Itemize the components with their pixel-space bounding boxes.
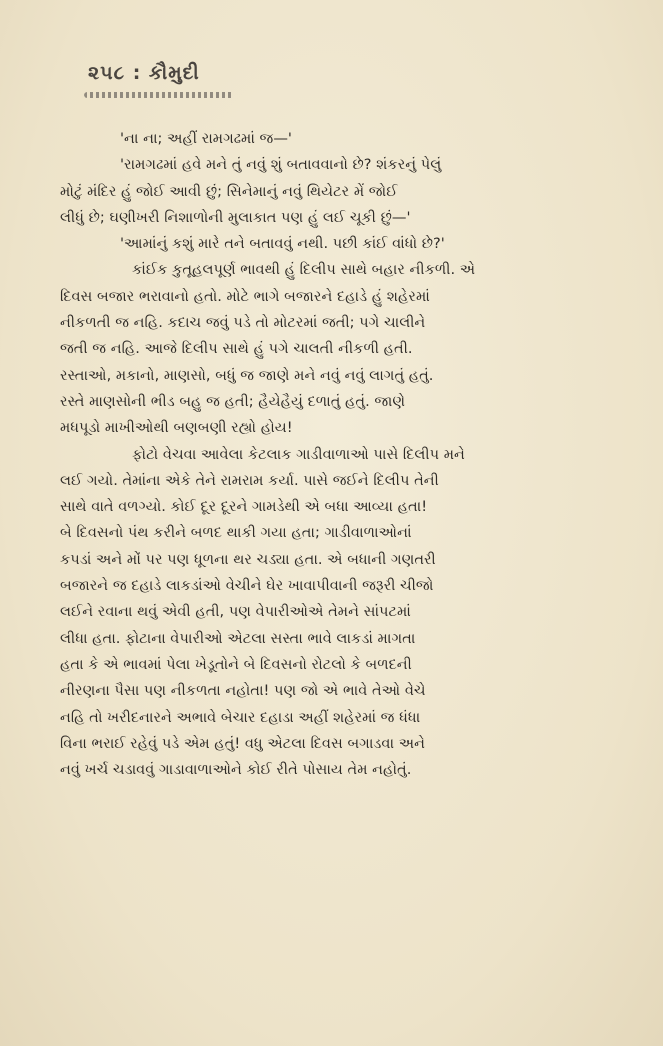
text-line: 'રામગઢમાં હવે મને તું નવું શું બતાવવાનો છે? શંકરનું પેલું (120, 156, 442, 174)
text-line: મોટું મંદિર હું જોઈ આવી છું; સિનેમાનું નવું થિયેટર મેં જોઈ (60, 182, 398, 200)
text-line: દિવસ બજાર ભરાવાનો હતો. મોટે ભાગે બજારને દહાડે હું શહેરમાં (60, 287, 430, 305)
header-underline (84, 92, 234, 98)
text-line: રસ્તે માણસોની ભીડ બહુ જ હતી; હૈયેહૈયું દળાતું હતું. જાણે (60, 392, 406, 410)
text-line: લઈને રવાના થવું એવી હતી, પણ વેપારીઓએ તેમને સાંપટમાં (60, 603, 411, 621)
paragraph-5 (60, 442, 612, 784)
paragraph-4 (60, 257, 612, 441)
text-line: ફોટો વેચવા આવેલા કેટલાક ગાડીવાળાઓ પાસે દિલીપ મને (132, 445, 465, 463)
text-line: લીધા હતા. ફોટાના વેપારીઓ એટલા સસ્તા ભાવે લાકડાં માગતા (60, 629, 416, 647)
paragraph-1 (60, 126, 612, 152)
text-line: 'આમાંનું કશું મારે તને બતાવવું નથી. પછી કાંઈ વાંધો છે?' (120, 235, 445, 253)
text-line: નવું ખર્ચ ચડાવવું ગાડાવાળાઓને કોઈ રીતે પોસાય તેમ નહોતું. (60, 761, 412, 779)
body-text (60, 126, 612, 783)
text-line: હતા કે એ ભાવમાં પેલા ખેડૂતોને બે દિવસનો રોટલો કે બળદની (60, 655, 412, 673)
text-line: કપડાં અને મોં પર પણ ધૂળના થર ચડ્યા હતા. એ બધાની ગણતરી (60, 550, 436, 568)
text-line: બે દિવસનો પંથ કરીને બળદ થાકી ગયા હતા; ગાડીવાળાઓનાં (60, 524, 412, 542)
text-line: જતી જ નહિ. આજે દિલીપ સાથે હું પગે ચાલતી નીકળી હતી. (60, 340, 413, 358)
text-line: નહિ તો ખરીદનારને અભાવે બેચાર દહાડા અહીં શહેરમાં જ ધંધા (60, 708, 421, 726)
text-line: રસ્તાઓ, મકાનો, માણસો, બધું જ જાણે મને નવું નવું લાગતું હતું. (60, 366, 434, 384)
paragraph-2 (60, 152, 612, 231)
text-line: કાંઈક કુતૂહલપૂર્ણ ભાવથી હું દિલીપ સાથે બહાર નીકળી. એ (132, 261, 476, 279)
text-line: નીકળતી જ નહિ. કદાચ જવું પડે તો મોટરમાં જતી; પગે ચાલીને (60, 314, 426, 332)
text-line: લીધું છે; ઘણીખરી નિશાળોની મુલાકાત પણ હું લઈ ચૂકી છું—' (60, 208, 411, 226)
text-line: બજારને જ દહાડે લાકડાંઓ વેચીને ઘેર ખાવાપીવાની જરૂરી ચીજો (60, 577, 434, 595)
text-line: લઈ ગયો. તેમાંના એકે તેને રામરામ કર્યા. પાસે જઈને દિલીપ તેની (60, 471, 439, 489)
text-line: વિના ભરાઈ રહેવું પડે એમ હતું! વધુ એટલા દિવસ બગાડવા અને (60, 734, 426, 752)
page-header: ૨૫૮ : કૌમુદી (88, 62, 200, 84)
text-line: મધપૂડો માખીઓથી બણબણી રહ્યો હોય! (60, 419, 293, 437)
text-line: 'ના ના; અહીં રામગઢમાં જ—' (120, 130, 292, 147)
text-line: સાથે વાતે વળગ્યો. કોઈ દૂર દૂરને ગામડેથી એ બધા આવ્યા હતા! (60, 498, 428, 516)
paragraph-3 (60, 231, 612, 257)
text-line: નીરણના પૈસા પણ નીકળતા નહોતા! પણ જો એ ભાવે તેઓ વેચે (60, 682, 426, 700)
